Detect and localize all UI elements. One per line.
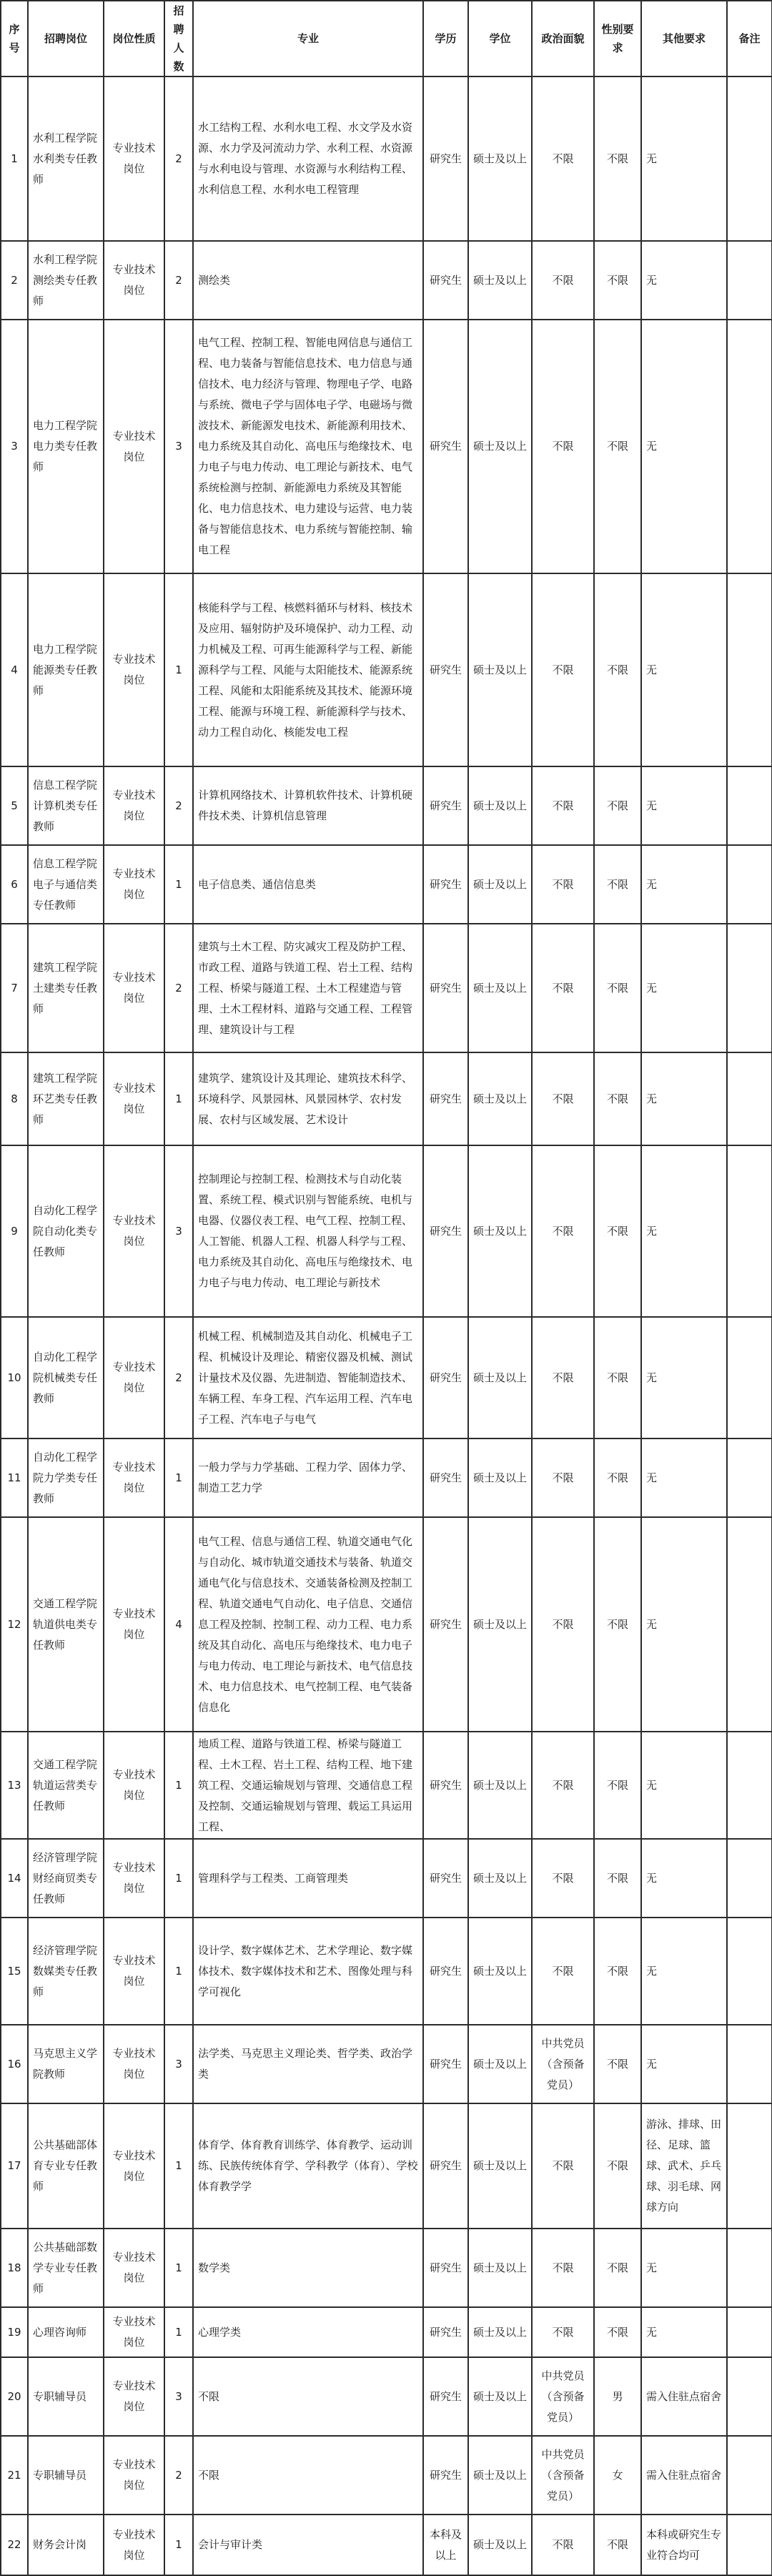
table-row: [1, 2515, 772, 2575]
cell-count: 2: [164, 2436, 193, 2515]
cell-major: 控制理论与控制工程、检测技术与自动化装置、系统工程、模式识别与智能系统、电机与电器、仪器仪表工程、电气工程、控制工程、人工智能、机器人工程、机器人科学与工程、电力系统及其自动化、高电压与绝缘技术、电力电子与电力传动、电工理论与新技术: [193, 1145, 423, 1317]
cell-gender: 不限: [594, 2515, 641, 2575]
cell-note: [727, 766, 772, 845]
cell-major: 机械工程、机械制造及其自动化、机械电子工程、机械设计及理论、精密仪器及机械、测试计量技术及仪器、先进制造、智能制造技术、车辆工程、车身工程、汽车运用工程、汽车电子工程、汽车电子与电气: [193, 1317, 423, 1438]
cell-gender: 不限: [594, 1438, 641, 1517]
table-row: [1, 924, 772, 1052]
cell-post: 信息工程学院计算机类专任教师: [28, 766, 104, 845]
cell-other: 无: [641, 77, 727, 241]
cell-major: 电气工程、控制工程、智能电网信息与通信工程、电力装备与智能信息技术、电力信息与通信技术、电力经济与管理、物理电子学、电路与系统、微电子学与固体电子学、电磁场与微波技术、新能源发电技术、新能源利用技术、电力系统及其自动化、高电压与绝缘技术、电力电子与电力传动、电工理论与新技术、电气系统检测与控制、新能源电力系统及其智能化、电力信息技术、电力建设与运营、电力装备与智能信息技术、电力系统与智能控制、输电工程: [193, 320, 423, 573]
cell-nature: 专业技术岗位: [104, 1052, 164, 1145]
cell-post: 公共基础部体育专业专任教师: [28, 2103, 104, 2229]
cell-count: 1: [164, 1839, 193, 1918]
cell-major: 不限: [193, 2436, 423, 2515]
cell-no: 7: [1, 924, 28, 1052]
cell-note: [727, 1145, 772, 1317]
cell-edu: 研究生: [423, 1918, 468, 2025]
cell-nature: 专业技术岗位: [104, 1732, 164, 1839]
cell-post: 经济管理学院财经商贸类专任教师: [28, 1839, 104, 1918]
cell-no: 11: [1, 1438, 28, 1517]
cell-count: 1: [164, 2307, 193, 2357]
cell-note: [727, 1052, 772, 1145]
col-header-degree: 学位: [468, 1, 532, 77]
cell-count: 3: [164, 320, 193, 573]
cell-no: 20: [1, 2357, 28, 2436]
cell-note: [727, 1918, 772, 2025]
cell-count: 3: [164, 1145, 193, 1317]
cell-post: 水利工程学院测绘类专任教师: [28, 241, 104, 320]
cell-post: 交通工程学院轨道供电类专任教师: [28, 1517, 104, 1732]
col-header-major: 专业: [193, 1, 423, 77]
cell-post: 水利工程学院水利类专任教师: [28, 77, 104, 241]
header-row: [1, 1, 772, 77]
cell-note: [727, 2103, 772, 2229]
cell-edu: 研究生: [423, 2025, 468, 2103]
cell-degree: 硕士及以上: [468, 845, 532, 924]
cell-no: 5: [1, 766, 28, 845]
cell-edu: 研究生: [423, 1052, 468, 1145]
cell-edu: 研究生: [423, 2307, 468, 2357]
col-header-nature: 岗位性质: [104, 1, 164, 77]
col-header-edu: 学历: [423, 1, 468, 77]
table-row: [1, 1052, 772, 1145]
cell-political: 不限: [532, 2229, 594, 2307]
table-row: [1, 2025, 772, 2103]
cell-no: 9: [1, 1145, 28, 1317]
cell-note: [727, 573, 772, 766]
cell-gender: 不限: [594, 2307, 641, 2357]
cell-nature: 专业技术岗位: [104, 2307, 164, 2357]
cell-political: 不限: [532, 241, 594, 320]
cell-gender: 不限: [594, 1839, 641, 1918]
table-row: [1, 1732, 772, 1839]
cell-post: 专职辅导员: [28, 2357, 104, 2436]
cell-political: 不限: [532, 1839, 594, 1918]
cell-other: 无: [641, 1517, 727, 1732]
cell-degree: 硕士及以上: [468, 2025, 532, 2103]
cell-nature: 专业技术岗位: [104, 1438, 164, 1517]
cell-edu: 研究生: [423, 2103, 468, 2229]
cell-count: 4: [164, 1517, 193, 1732]
table-row: [1, 1438, 772, 1517]
cell-degree: 硕士及以上: [468, 2515, 532, 2575]
cell-edu: 研究生: [423, 241, 468, 320]
cell-major: 核能科学与工程、核燃料循环与材料、核技术及应用、辐射防护及环境保护、动力工程、动力机械及工程、可再生能源科学与工程、新能源科学与工程、风能与太阳能技术、能源系统工程、风能和太阳能系统及其技术、能源环境工程、能源与环境工程、新能源科学与技术、动力工程自动化、核能发电工程: [193, 573, 423, 766]
cell-post: 自动化工程学院机械类专任教师: [28, 1317, 104, 1438]
cell-post: 自动化工程学院力学类专任教师: [28, 1438, 104, 1517]
cell-gender: 不限: [594, 2229, 641, 2307]
cell-political: 不限: [532, 1918, 594, 2025]
cell-political: 不限: [532, 766, 594, 845]
table-row: [1, 2229, 772, 2307]
cell-note: [727, 1438, 772, 1517]
cell-major: 建筑学、建筑设计及其理论、建筑技术科学、环境科学、风景园林、风景园林学、农村发展、农村与区域发展、艺术设计: [193, 1052, 423, 1145]
cell-edu: 研究生: [423, 845, 468, 924]
cell-note: [727, 2229, 772, 2307]
cell-no: 4: [1, 573, 28, 766]
cell-other: 需入住驻点宿舍: [641, 2436, 727, 2515]
cell-no: 8: [1, 1052, 28, 1145]
cell-post: 建筑工程学院土建类专任教师: [28, 924, 104, 1052]
cell-major: 电子信息类、通信信息类: [193, 845, 423, 924]
cell-other: 无: [641, 1438, 727, 1517]
cell-gender: 不限: [594, 1317, 641, 1438]
cell-nature: 专业技术岗位: [104, 241, 164, 320]
cell-nature: 专业技术岗位: [104, 1839, 164, 1918]
table-row: [1, 320, 772, 573]
table-row: [1, 1317, 772, 1438]
cell-gender: 不限: [594, 1918, 641, 2025]
table-row: [1, 2436, 772, 2515]
cell-other: 无: [641, 924, 727, 1052]
cell-post: 建筑工程学院环艺类专任教师: [28, 1052, 104, 1145]
cell-other: 本科或研究生专业符合均可: [641, 2515, 727, 2575]
cell-political: 不限: [532, 1732, 594, 1839]
cell-other: 无: [641, 766, 727, 845]
cell-nature: 专业技术岗位: [104, 2025, 164, 2103]
cell-gender: 不限: [594, 1052, 641, 1145]
cell-no: 2: [1, 241, 28, 320]
cell-no: 15: [1, 1918, 28, 2025]
cell-gender: 不限: [594, 77, 641, 241]
cell-count: 1: [164, 1052, 193, 1145]
cell-note: [727, 320, 772, 573]
cell-edu: 研究生: [423, 1145, 468, 1317]
cell-note: [727, 845, 772, 924]
cell-political: 中共党员（含预备党员）: [532, 2436, 594, 2515]
col-header-other: 其他要求: [641, 1, 727, 77]
cell-other: 无: [641, 1732, 727, 1839]
cell-degree: 硕士及以上: [468, 1918, 532, 2025]
cell-major: 会计与审计类: [193, 2515, 423, 2575]
cell-edu: 研究生: [423, 573, 468, 766]
cell-note: [727, 2307, 772, 2357]
cell-no: 13: [1, 1732, 28, 1839]
cell-no: 18: [1, 2229, 28, 2307]
cell-post: 心理咨询师: [28, 2307, 104, 2357]
table-row: [1, 1145, 772, 1317]
cell-note: [727, 77, 772, 241]
cell-major: 地质工程、道路与铁道工程、桥梁与隧道工程、土木工程、岩土工程、结构工程、地下建筑工程、交通运输规划与管理、交通信息工程及控制、交通运输规划与管理、载运工具运用工程、: [193, 1732, 423, 1839]
cell-political: 不限: [532, 1317, 594, 1438]
table-row: [1, 845, 772, 924]
cell-political: 中共党员（含预备党员）: [532, 2357, 594, 2436]
cell-edu: 研究生: [423, 77, 468, 241]
cell-nature: 专业技术岗位: [104, 2436, 164, 2515]
col-header-political: 政治面貌: [532, 1, 594, 77]
col-header-gender: 性别要求: [594, 1, 641, 77]
cell-nature: 专业技术岗位: [104, 845, 164, 924]
cell-count: 1: [164, 845, 193, 924]
cell-major: 建筑与土木工程、防灾减灾工程及防护工程、市政工程、道路与铁道工程、岩土工程、结构工程、桥梁与隧道工程、土木工程建造与管理、土木工程材料、道路与交通工程、工程管理、建筑设计与工程: [193, 924, 423, 1052]
cell-post: 电力工程学院电力类专任教师: [28, 320, 104, 573]
cell-post: 专职辅导员: [28, 2436, 104, 2515]
cell-degree: 硕士及以上: [468, 77, 532, 241]
cell-note: [727, 241, 772, 320]
table-row: [1, 1918, 772, 2025]
cell-gender: 不限: [594, 2103, 641, 2229]
cell-major: 管理科学与工程类、工商管理类: [193, 1839, 423, 1918]
cell-no: 22: [1, 2515, 28, 2575]
cell-gender: 男: [594, 2357, 641, 2436]
cell-no: 6: [1, 845, 28, 924]
cell-count: 2: [164, 241, 193, 320]
col-header-count: 招聘人数: [164, 1, 193, 77]
table-row: [1, 1839, 772, 1918]
cell-nature: 专业技术岗位: [104, 2103, 164, 2229]
cell-edu: 本科及以上: [423, 2515, 468, 2575]
cell-gender: 不限: [594, 845, 641, 924]
cell-nature: 专业技术岗位: [104, 1317, 164, 1438]
cell-count: 2: [164, 77, 193, 241]
cell-political: 不限: [532, 573, 594, 766]
cell-no: 10: [1, 1317, 28, 1438]
cell-gender: 不限: [594, 766, 641, 845]
cell-nature: 专业技术岗位: [104, 320, 164, 573]
cell-gender: 不限: [594, 241, 641, 320]
table-row: [1, 241, 772, 320]
cell-nature: 专业技术岗位: [104, 2357, 164, 2436]
cell-post: 经济管理学院数媒类专任教师: [28, 1918, 104, 2025]
cell-count: 1: [164, 2229, 193, 2307]
cell-degree: 硕士及以上: [468, 2103, 532, 2229]
cell-other: 无: [641, 2025, 727, 2103]
cell-edu: 研究生: [423, 1517, 468, 1732]
cell-count: 1: [164, 1438, 193, 1517]
cell-edu: 研究生: [423, 1732, 468, 1839]
cell-degree: 硕士及以上: [468, 766, 532, 845]
cell-political: 不限: [532, 924, 594, 1052]
cell-degree: 硕士及以上: [468, 2307, 532, 2357]
cell-major: 设计学、数字媒体艺术、艺术学理论、数字媒体技术、数字媒体技术和艺术、图像处理与科学可视化: [193, 1918, 423, 2025]
cell-no: 19: [1, 2307, 28, 2357]
cell-degree: 硕士及以上: [468, 1317, 532, 1438]
table-body: [1, 77, 772, 2575]
cell-major: 不限: [193, 2357, 423, 2436]
cell-political: 不限: [532, 77, 594, 241]
cell-nature: 专业技术岗位: [104, 1918, 164, 2025]
cell-other: 无: [641, 845, 727, 924]
cell-degree: 硕士及以上: [468, 1438, 532, 1517]
cell-major: 体育学、体育教育训练学、体育教学、运动训练、民族传统体育学、学科教学（体育）、学校体育教学学: [193, 2103, 423, 2229]
cell-nature: 专业技术岗位: [104, 924, 164, 1052]
cell-gender: 不限: [594, 1732, 641, 1839]
cell-gender: 不限: [594, 2025, 641, 2103]
cell-post: 信息工程学院电子与通信类专任教师: [28, 845, 104, 924]
cell-gender: 女: [594, 2436, 641, 2515]
cell-major: 心理学类: [193, 2307, 423, 2357]
cell-count: 2: [164, 766, 193, 845]
cell-count: 1: [164, 1918, 193, 2025]
cell-major: 一般力学与力学基础、工程力学、固体力学、制造工艺力学: [193, 1438, 423, 1517]
cell-political: 不限: [532, 1517, 594, 1732]
cell-degree: 硕士及以上: [468, 1052, 532, 1145]
cell-note: [727, 2515, 772, 2575]
cell-political: 不限: [532, 1438, 594, 1517]
cell-nature: 专业技术岗位: [104, 766, 164, 845]
cell-other: 无: [641, 1839, 727, 1918]
cell-post: 马克思主义学院教师: [28, 2025, 104, 2103]
cell-nature: 专业技术岗位: [104, 573, 164, 766]
cell-political: 不限: [532, 2307, 594, 2357]
cell-no: 21: [1, 2436, 28, 2515]
cell-count: 3: [164, 2025, 193, 2103]
cell-count: 2: [164, 924, 193, 1052]
cell-major: 测绘类: [193, 241, 423, 320]
cell-degree: 硕士及以上: [468, 573, 532, 766]
cell-other: 无: [641, 1918, 727, 2025]
table-row: [1, 77, 772, 241]
cell-note: [727, 1317, 772, 1438]
cell-degree: 硕士及以上: [468, 1732, 532, 1839]
table-row: [1, 2307, 772, 2357]
cell-other: 无: [641, 2307, 727, 2357]
cell-political: 不限: [532, 320, 594, 573]
cell-other: 无: [641, 241, 727, 320]
cell-count: 3: [164, 2357, 193, 2436]
cell-degree: 硕士及以上: [468, 924, 532, 1052]
cell-degree: 硕士及以上: [468, 1839, 532, 1918]
cell-note: [727, 1839, 772, 1918]
cell-no: 1: [1, 77, 28, 241]
cell-degree: 硕士及以上: [468, 2436, 532, 2515]
cell-degree: 硕士及以上: [468, 241, 532, 320]
cell-post: 交通工程学院轨道运营类专任教师: [28, 1732, 104, 1839]
cell-count: 1: [164, 1732, 193, 1839]
table-row: [1, 766, 772, 845]
cell-degree: 硕士及以上: [468, 1145, 532, 1317]
cell-other: 无: [641, 1145, 727, 1317]
cell-degree: 硕士及以上: [468, 320, 532, 573]
cell-edu: 研究生: [423, 2436, 468, 2515]
cell-count: 1: [164, 573, 193, 766]
cell-note: [727, 2357, 772, 2436]
cell-political: 不限: [532, 2103, 594, 2229]
cell-major: 数学类: [193, 2229, 423, 2307]
col-header-no: 序号: [1, 1, 28, 77]
cell-count: 1: [164, 2515, 193, 2575]
cell-nature: 专业技术岗位: [104, 1517, 164, 1732]
cell-edu: 研究生: [423, 766, 468, 845]
cell-no: 17: [1, 2103, 28, 2229]
cell-edu: 研究生: [423, 2357, 468, 2436]
cell-degree: 硕士及以上: [468, 1517, 532, 1732]
cell-edu: 研究生: [423, 320, 468, 573]
cell-major: 水工结构工程、水利水电工程、水文学及水资源、水力学及河流动力学、水利工程、水资源与水利电设与管理、水资源与水利结构工程、水利信息工程、水利水电工程管理: [193, 77, 423, 241]
cell-count: 2: [164, 1317, 193, 1438]
cell-edu: 研究生: [423, 2229, 468, 2307]
cell-gender: 不限: [594, 320, 641, 573]
cell-other: 无: [641, 2229, 727, 2307]
cell-no: 3: [1, 320, 28, 573]
cell-note: [727, 924, 772, 1052]
cell-other: 无: [641, 1052, 727, 1145]
cell-post: 电力工程学院能源类专任教师: [28, 573, 104, 766]
cell-note: [727, 1732, 772, 1839]
cell-edu: 研究生: [423, 1839, 468, 1918]
col-header-post: 招聘岗位: [28, 1, 104, 77]
cell-other: 无: [641, 1317, 727, 1438]
cell-no: 16: [1, 2025, 28, 2103]
cell-no: 14: [1, 1839, 28, 1918]
cell-other: 无: [641, 320, 727, 573]
cell-degree: 硕士及以上: [468, 2229, 532, 2307]
cell-note: [727, 2025, 772, 2103]
cell-post: 公共基础部数学专业专任教师: [28, 2229, 104, 2307]
col-header-note: 备注: [727, 1, 772, 77]
cell-political: 不限: [532, 1052, 594, 1145]
cell-gender: 不限: [594, 924, 641, 1052]
cell-major: 电气工程、信息与通信工程、轨道交通电气化与自动化、城市轨道交通技术与装备、轨道交通电气化与信息技术、交通装备检测及控制工程、轨道交通电气自动化、电子信息、交通信息工程及控制、控制工程、动力工程、电力系统及其自动化、高电压与绝缘技术、电力电子与电力传动、电工理论与新技术、电气信息技术、电力信息技术、电气控制工程、电气装备信息化: [193, 1517, 423, 1732]
cell-no: 12: [1, 1517, 28, 1732]
cell-gender: 不限: [594, 573, 641, 766]
cell-edu: 研究生: [423, 1317, 468, 1438]
table-row: [1, 2357, 772, 2436]
cell-political: 不限: [532, 2515, 594, 2575]
table-row: [1, 2103, 772, 2229]
cell-other: 游泳、排球、田径、足球、篮球、武术、乒乓球、羽毛球、网球方向: [641, 2103, 727, 2229]
table-row: [1, 1517, 772, 1732]
cell-major: 法学类、马克思主义理论类、哲学类、政治学类: [193, 2025, 423, 2103]
cell-political: 不限: [532, 1145, 594, 1317]
cell-post: 财务会计岗: [28, 2515, 104, 2575]
cell-edu: 研究生: [423, 924, 468, 1052]
cell-political: 中共党员（含预备党员）: [532, 2025, 594, 2103]
cell-gender: 不限: [594, 1517, 641, 1732]
cell-nature: 专业技术岗位: [104, 2515, 164, 2575]
cell-nature: 专业技术岗位: [104, 2229, 164, 2307]
cell-note: [727, 1517, 772, 1732]
table-row: [1, 573, 772, 766]
cell-other: 需入住驻点宿舍: [641, 2357, 727, 2436]
cell-degree: 硕士及以上: [468, 2357, 532, 2436]
cell-political: 不限: [532, 845, 594, 924]
cell-count: 1: [164, 2103, 193, 2229]
cell-post: 自动化工程学院自动化类专任教师: [28, 1145, 104, 1317]
cell-nature: 专业技术岗位: [104, 1145, 164, 1317]
cell-major: 计算机网络技术、计算机软件技术、计算机硬件技术类、计算机信息管理: [193, 766, 423, 845]
cell-other: 无: [641, 573, 727, 766]
cell-nature: 专业技术岗位: [104, 77, 164, 241]
cell-gender: 不限: [594, 1145, 641, 1317]
cell-edu: 研究生: [423, 1438, 468, 1517]
cell-note: [727, 2436, 772, 2515]
